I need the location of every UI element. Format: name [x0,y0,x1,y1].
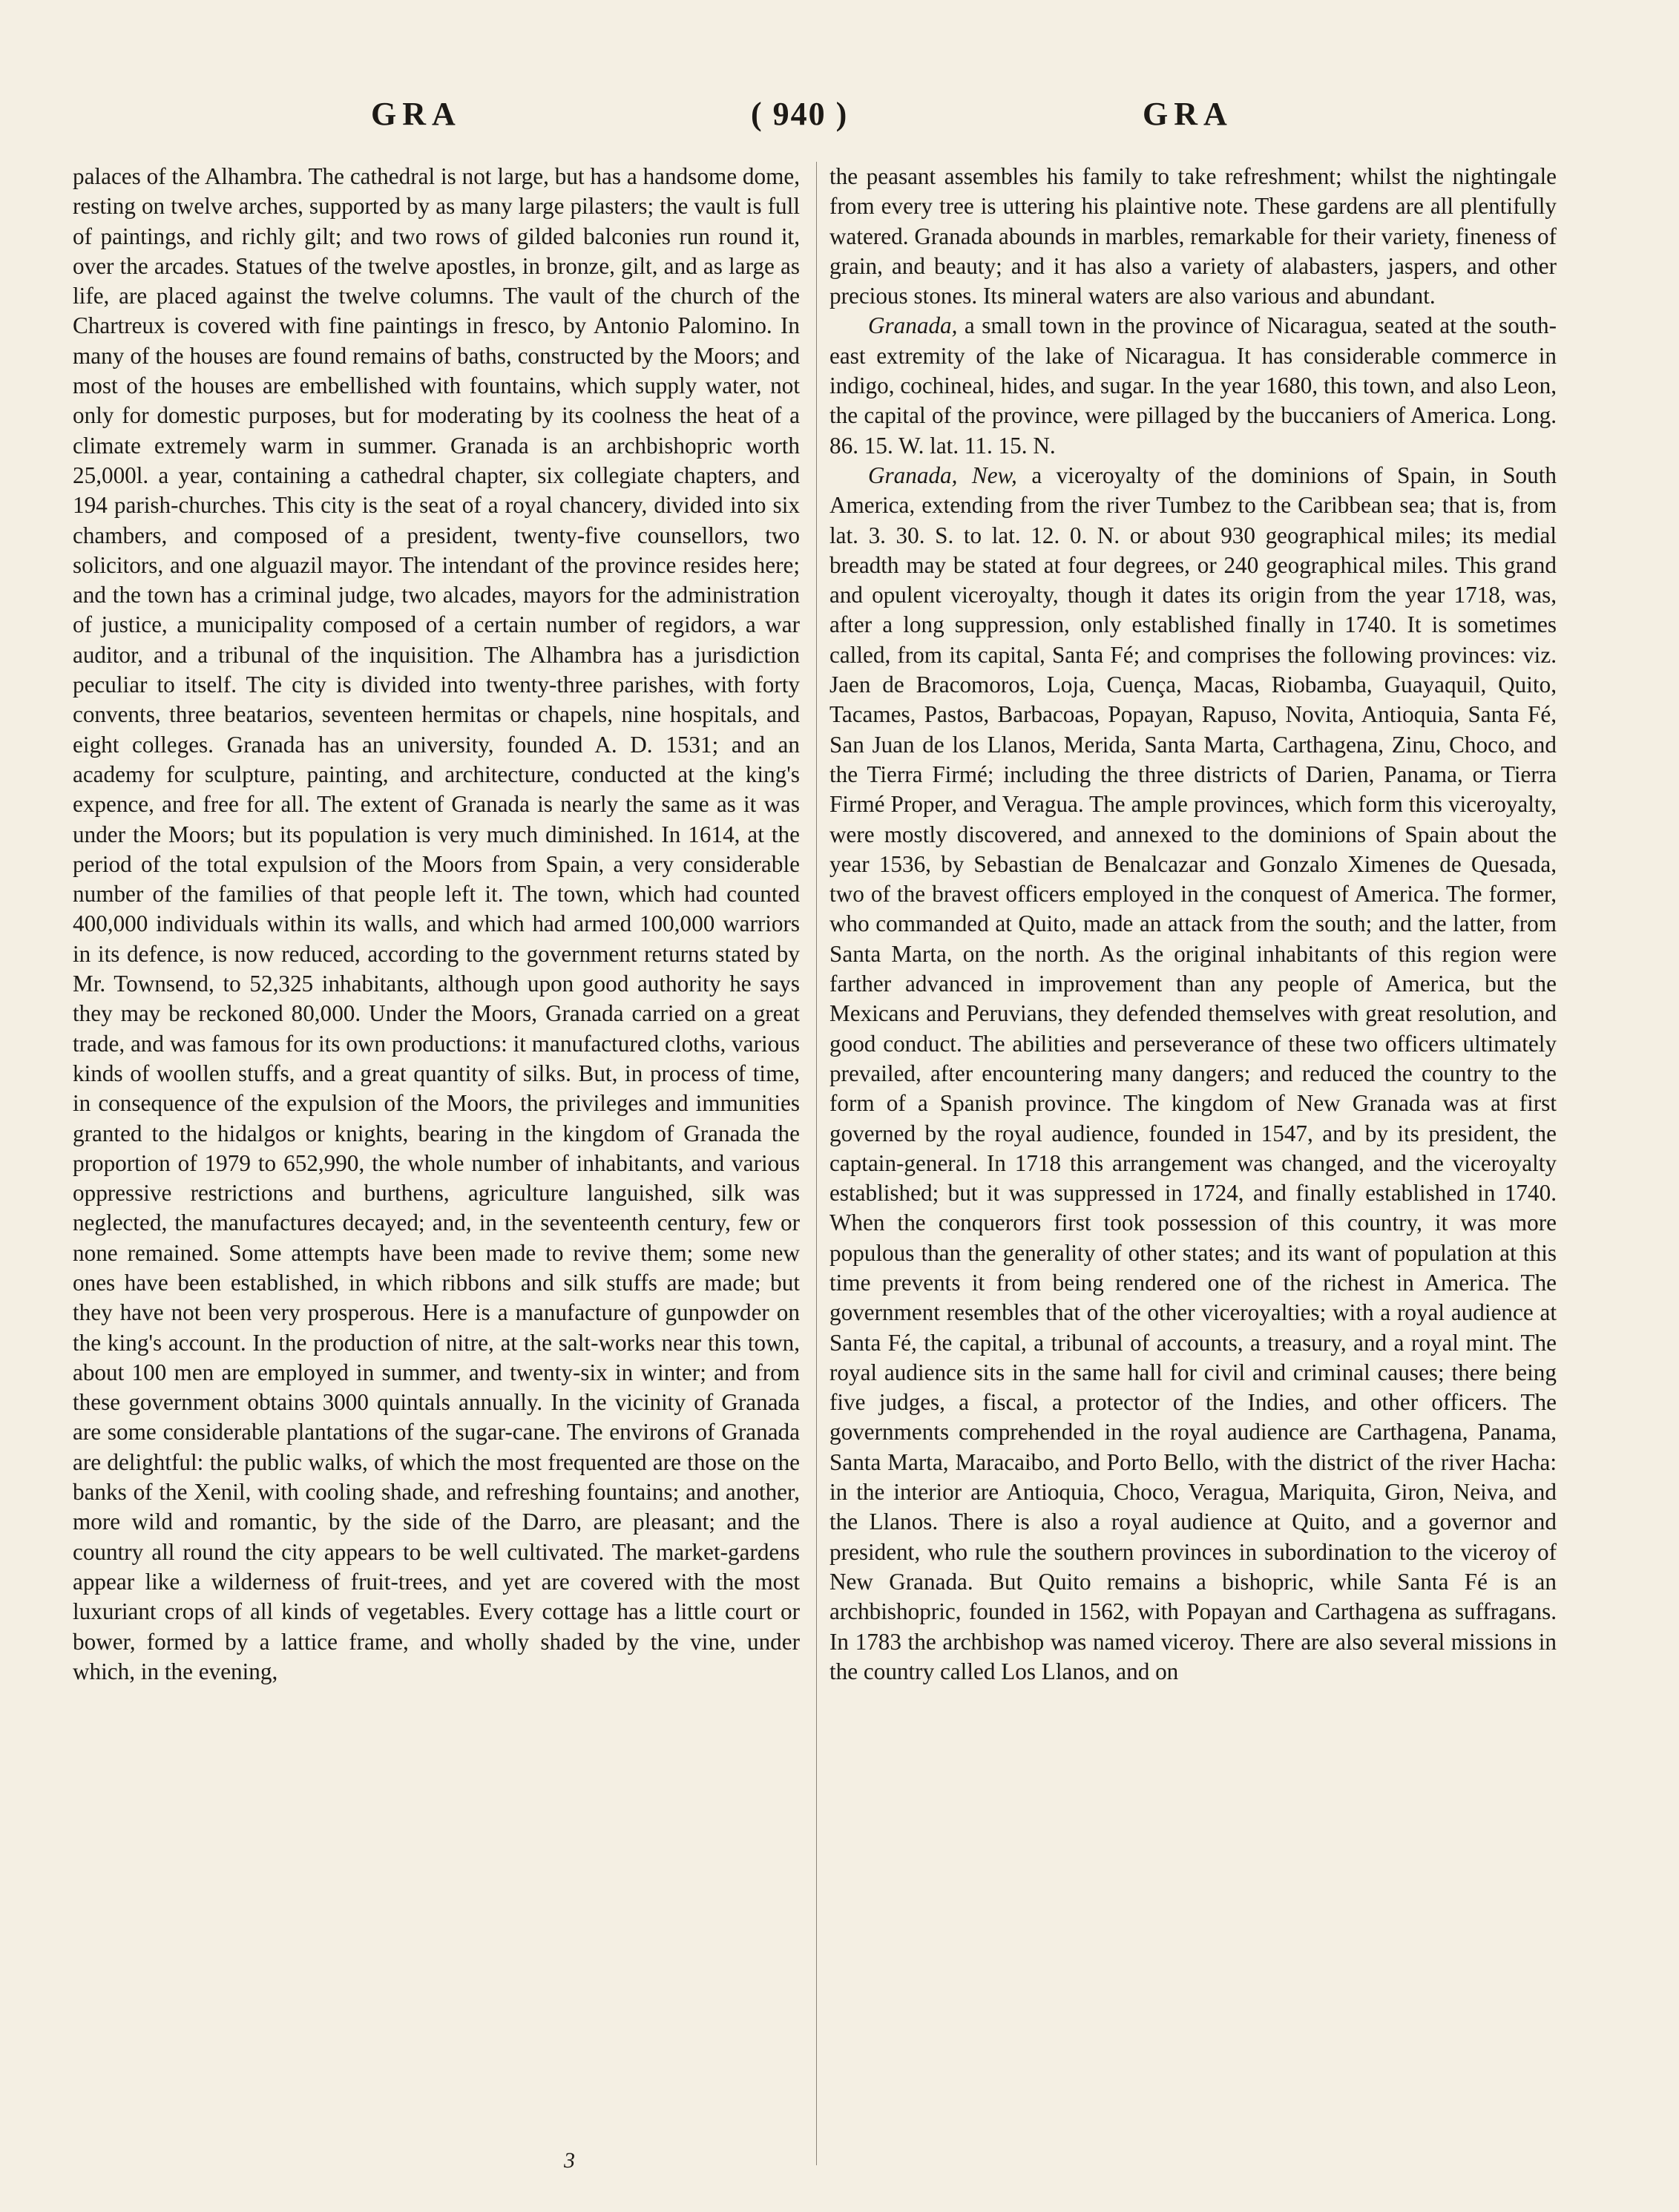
left-column-text: palaces of the Alhambra. The cathedral is not large, but has a handsome dome, resting on twelve arches, supported by as many large pilasters; the vault is full of paintings, and richly gilt; and two rows of gilded balconies run round it, over the arcades. Statues of the twelve apostles, in bronze, gilt, and as large as life, are placed against the twelve columns. The vault of the church of the Chartreux is covered with fine paintings in fresco, by Antonio Palomino. In many of the houses are found remains of baths, constructed by the Moors; and most of the houses are embellished with fountains, which supply water, not only for domestic purposes, but for moderating by its coolness the heat of a climate extremely warm in summer. Granada is an archbishopric worth 25,000l. a year, containing a cathedral chapter, six collegiate chapters, and 194 parish-churches. This city is the seat of a royal chancery, divided into six chambers, and composed of a president, twenty-five counsellors, two solicitors, and one alguazil mayor. The intendant of the province resides here; and the town has a criminal judge, two alcades, mayors for the administration of justice, a municipality composed of a certain number of regidors, a war auditor, and a tribunal of the inquisition. The Alhambra has a jurisdiction peculiar to itself. The city is divided into twenty-three parishes, with forty convents, three beatarios, seventeen hermitas or chapels, nine hospitals, and eight colleges. Granada has an university, founded A. D. 1531; and an academy for sculpture, painting, and architecture, conducted at the king's expence, and free for all. The extent of Granada is nearly the same as it was under the Moors; but its population is very much diminished. In 1614, at the period of the total expulsion of the Moors from Spain, a very considerable number of the families of that people left it. The town, which had counted 400,000 individuals within its walls, and which had armed 100,000 warriors in its defence, is now reduced, according to the government returns stated by Mr. Townsend, to 52,325 inhabitants, although upon good authority he says they may be reckoned 80,000. Under the Moors, Granada carried on a great trade, and was famous for its own productions: it manufactured cloths, various kinds of woollen stuffs, and a great quantity of silks. But, in process of time, in consequence of the expulsion of the Moors, the privileges and immunities granted to the hidalgos or knights, bearing in the kingdom of Granada the proportion of 1979 to 652,990, the whole number of inhabitants, and various oppressive restrictions and burthens, agriculture languished, silk was neglected, the manufactures decayed; and, in the seventeenth century, few or none remained. Some attempts have been made to revive them; some new ones have been established, in which ribbons and silk stuffs are made; but they have not been very prosperous. Here is a manufacture of gunpowder on the king's account. In the production of nitre, at the salt-works near this town, about 100 men are employed in summer, and twenty-six in winter; and from these government obtains 3000 quintals annually. In the vicinity of Granada are some considerable plantations of the sugar-cane. The environs of Granada are delightful: the public walks, of which the most frequented are those on the banks of the Xenil, with cooling shade, and refreshing fountains; and another, more wild and romantic, by the side of the Darro, are pleasant; and the country all round the city appears to be well cultivated. The market-gardens appear like a wilderness of fruit-trees, and yet are covered with the most luxuriant crops of all kinds of vegetables. Every cottage has a little court or bower, formed by a lattice frame, and wholly shaded by the vine, under which, in the evening, [73,163,800,1684]
signature-mark: 3 [564,2148,575,2173]
column-divider [816,162,817,2165]
entry-text: a small town in the province of Nicaragua, seated at the south-east extremity of the lake of Nicaragua. It has considerable commerce in indigo, cochineal, hides, and sugar. In the year 1680, this town, and also Leon, the capital of the province, were pillaged by the buccaniers of America. Long. 86. 15. W. lat. 11. 15. N. [829,312,1557,459]
running-header [0,95,1679,140]
entry-granada-nicaragua [829,311,1557,460]
entry-headword: Granada, [868,312,958,339]
header-right: GRA [1143,96,1233,132]
continuation-paragraph: the peasant assembles his family to take refreshment; whilst the nightingale from every tree is uttering his plaintive note. These gardens are all plentifully watered. Granada abounds in marbles, remarkable for their variety, fineness of grain, and beauty; and it has also a variety of alabasters, jaspers, and other precious stones. Its mineral waters are also various and abundant. [829,163,1557,309]
right-column [829,162,1557,1687]
entry-headword: Granada, New, [868,462,1017,488]
entry-granada-new [829,461,1557,1687]
entry-text: a viceroyalty of the dominions of Spain, in South America, extending from the river Tumbez to the Caribbean sea; that is, from lat. 3. 30. S. to lat. 12. 0. N. or about 930 geographical miles; its medial breadth may be stated at four degrees, or 240 geographical miles. This grand and opulent viceroyalty, though it dates its origin from the year 1718, was, after a long suppression, only established finally in 1740. It is sometimes called, from its capital, Santa Fé; and comprises the following provinces: viz. Jaen de Bracomoros, Loja, Cuença, Macas, Riobamba, Guayaquil, Quito, Tacames, Pastos, Barbacoas, Popayan, Rapuso, Novita, Antioquia, Santa Fé, San Juan de los Llanos, Merida, Santa Marta, Carthagena, Zinu, Choco, and the Tierra Firmé; including the three districts of Darien, Panama, or Tierra Firmé Proper, and Veragua. The ample provinces, which form this viceroyalty, were mostly discovered, and annexed to the dominions of Spain about the year 1536, by Sebastian de Benalcazar and Gonzalo Ximenes de Quesada, two of the bravest officers employed in the conquest of America. The former, who commanded at Quito, made an attack from the south; and the latter, from Santa Marta, on the north. As the original inhabitants of this region were farther advanced in improvement than any people of America, but the Mexicans and Peruvians, they defended themselves with great resolution, and good conduct. The abilities and perseverance of these two officers ultimately prevailed, after encountering many dangers; and reduced the country to the form of a Spanish province. The kingdom of New Granada was at first governed by the royal audience, founded in 1547, and by its president, the captain-general. In 1718 this arrangement was changed, and the viceroyalty established; but it was suppressed in 1724, and finally established in 1740. When the conquerors first took possession of this country, it was more populous than the generality of other states; and its want of population at this time prevents it from being rendered one of the richest in America. The government resembles that of the other viceroyalties; with a royal audience at Santa Fé, the capital, a tribunal of accounts, a treasury, and a royal mint. The royal audience sits in the same hall for civil and criminal causes; there being five judges, a fiscal, a protector of the Indies, and other officers. The governments comprehended in the royal audience are Carthagena, Panama, Santa Marta, Maracaibo, and Porto Bello, with the district of the river Hacha: in the interior are Antioquia, Choco, Veragua, Mariquita, Giron, Neiva, and the Llanos. There is also a royal audience at Quito, and a governor and president, who rule the southern provinces in subordination to the viceroy of New Granada. But Quito remains a bishopric, while Santa Fé is an archbishopric, founded in 1562, with Popayan and Carthagena as suffragans. In 1783 the archbishop was named viceroy. There are also several missions in the country called Los Llanos, and on [829,462,1557,1684]
header-left: GRA [371,96,461,132]
left-column [73,162,800,1687]
page-number: ( 940 ) [751,96,849,132]
